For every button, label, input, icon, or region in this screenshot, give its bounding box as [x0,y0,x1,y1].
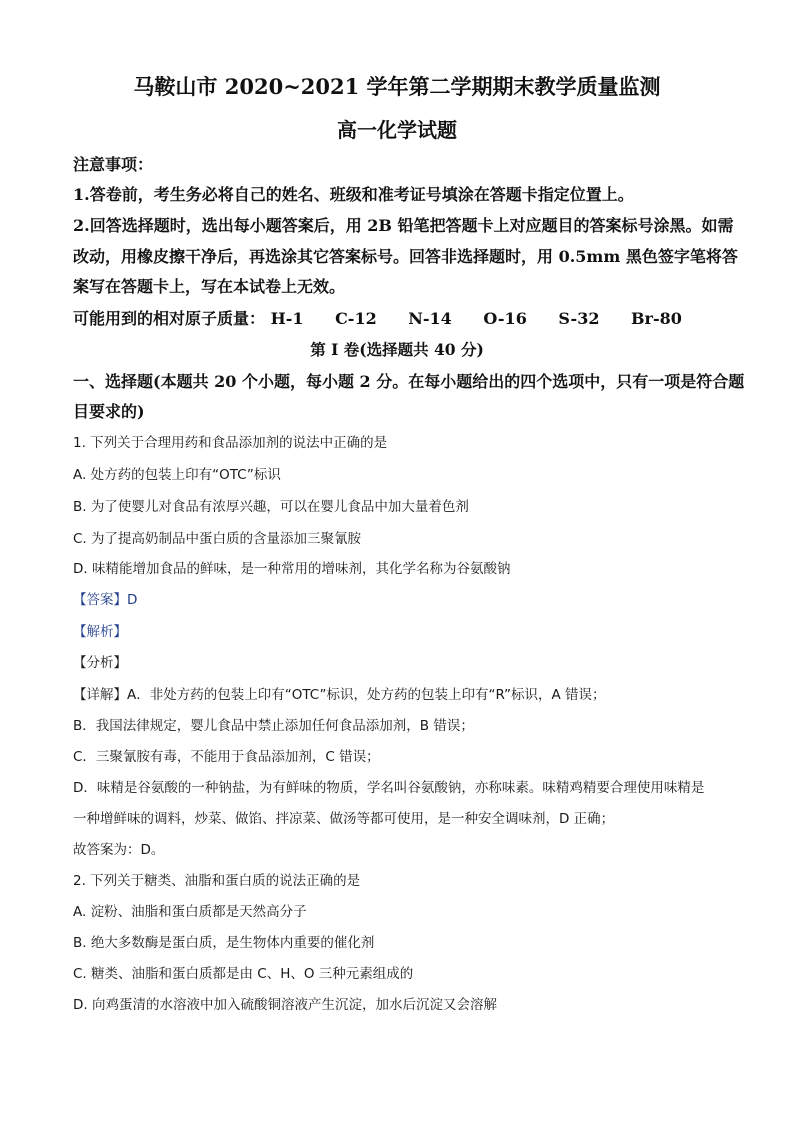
question-1-detail-line-5: 一种增鲜味的调料，炒菜、做馅、拌凉菜、做汤等都可使用，是一种安全调味剂，D 正确； [73,811,615,827]
question-1-option-c: C. 为了提高奶制品中蛋白质的含量添加三聚氰胺 [73,531,362,547]
question-1-detail-line-4: D．味精是谷氨酸的一种钠盐，为有鲜味的物质，学名叫谷氨酸钠，亦称味素。味精鸡精要合理使用味精是 [73,780,705,796]
question-2-stem: 2. 下列关于糖类、油脂和蛋白质的说法正确的是 [73,873,361,889]
atomic-mass-o: O-16 [483,309,527,328]
notice-item-1: 1.答卷前，考生务必将自己的姓名、班级和准考证号填涂在答题卡指定位置上。 [73,185,634,204]
question-1-option-a: A. 处方药的包装上印有“OTC”标识 [73,467,281,483]
atomic-mass-s: S-32 [558,309,600,328]
part-1-instruction-line-2: 目要求的) [73,402,145,421]
atomic-masses [73,306,682,329]
atomic-mass-h: H-1 [270,309,304,328]
question-2-option-c: C. 糖类、油脂和蛋白质都是由 C、H、O 三种元素组成的 [73,966,414,982]
atomic-masses-label: 可能用到的相对原子质量： [73,309,266,328]
question-2-option-a: A. 淀粉、油脂和蛋白质都是天然高分子 [73,904,307,920]
question-1-detail-line-3: C．三聚氰胺有毒，不能用于食品添加剂，C 错误； [73,749,380,765]
question-1-stem: 1. 下列关于合理用药和食品添加剂的说法中正确的是 [73,435,388,451]
question-1-detail-line-2: B．我国法律规定，婴儿食品中禁止添加任何食品添加剂，B 错误； [73,718,474,734]
question-1-analysis-tag: 【解析】 [73,624,127,640]
part-1-instruction-line-1: 一、选择题(本题共 20 个小题，每小题 2 分。在每小题给出的四个选项中，只有一项是符合题 [73,372,745,391]
notice-item-2-line-2: 改动，用橡皮擦干净后，再选涂其它答案标号。回答非选择题时，用 0.5mm 黑色签字笔将答 [73,247,738,266]
question-2-option-d: D. 向鸡蛋清的水溶液中加入硫酸铜溶液产生沉淀，加水后沉淀又会溶解 [73,997,497,1013]
part-1-title: 第 I 卷(选择题共 40 分) [310,340,484,359]
question-1-answer: 【答案】D [73,592,138,608]
question-1-option-d: D. 味精能增加食品的鲜味，是一种常用的增味剂，其化学名称为谷氨酸钠 [73,561,511,577]
notice-item-2-line-1: 2.回答选择题时，选出每小题答案后，用 2B 铅笔把答题卡上对应题目的答案标号涂黑。如需 [73,216,734,235]
atomic-mass-c: C-12 [335,309,377,328]
notice-heading: 注意事项： [73,155,154,174]
atomic-mass-n: N-14 [408,309,452,328]
atomic-mass-br: Br-80 [631,309,682,328]
question-2-option-b: B. 绝大多数酶是蛋白质，是生物体内重要的催化剂 [73,935,375,951]
question-1-option-b: B. 为了使婴儿对食品有浓厚兴趣，可以在婴儿食品中加大量着色剂 [73,499,469,515]
exam-subtitle: 高一化学试题 [337,118,457,142]
question-1-detail-line-1: 【详解】A．非处方药的包装上印有“OTC”标识，处方药的包装上印有“R”标识，A 错误； [73,687,606,703]
exam-title: 马鞍山市 2020~2021 学年第二学期期末教学质量监测 [133,74,661,99]
notice-item-2-line-3: 案写在答题卡上，写在本试卷上无效。 [73,277,346,296]
question-1-fenxi-tag: 【分析】 [73,655,127,671]
question-1-conclusion: 故答案为：D。 [73,842,165,858]
